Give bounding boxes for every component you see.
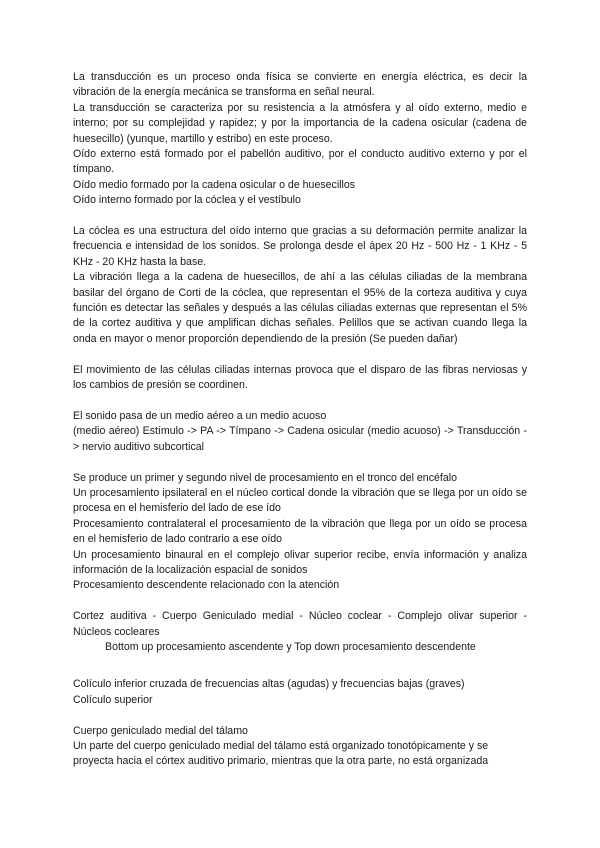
paragraph-via-auditiva: Cortez auditiva - Cuerpo Geniculado medial - Núcleo coclear - Complejo olivar superior - Núcleos cocleares <box>73 610 527 638</box>
paragraph-celulas-ciliadas: El movimiento de las células ciliadas internas provoca que el disparo de las fibras nerviosas y los cambios de presión se coordinen. <box>73 363 527 392</box>
paragraph-ipsilateral: Un procesamiento ipsilateral en el núcleo cortical donde la vibración que se llega por un oído se procesa en el hemisferio del lado de ese ído <box>73 486 527 515</box>
document-body <box>73 70 527 770</box>
paragraph-coliculo-inferior: Colículo inferior cruzada de frecuencias altas (agudas) y frecuencias bajas (graves) <box>73 678 465 691</box>
paragraph-vibracion: La vibración llega a la cadena de huesecillos, de ahí a las células ciliadas de la membrana basilar del órgano de Corti de la cóclea, que representan el 95% de la corteza auditiva y cuya función es detectar las señales y después a las células ciliadas externas que representan el 5% de la cortez auditiva y que amplifican dichas señales. Pelillos que se activan cuando llega la onda en mayor o menor proporción dependiendo de la presión (Se pueden dañar) <box>73 271 527 345</box>
paragraph-cuerpo-geniculado: Un parte del cuerpo geniculado medial del tálamo está organizado tonotópicamente y se proyecta hacia el córtex auditivo primario, mientras que la otra parte, no está organizada <box>73 739 489 768</box>
paragraph-oido-medio: Oído medio formado por la cadena osicular o de huesecillos <box>73 178 356 191</box>
paragraph-descendente: Procesamiento descendente relacionado con la atención <box>73 579 340 592</box>
paragraph-sonido-medio: El sonido pasa de un medio aéreo a un medio acuoso <box>73 409 327 422</box>
spacer <box>73 455 527 470</box>
paragraph-binaural: Un procesamiento binaural en el complejo olivar superior recibe, envía información y analiza información de la localización espacial de sonidos <box>73 548 527 576</box>
spacer <box>73 708 527 723</box>
paragraph-transduccion-caracteristicas: La transducción se caracteriza por su resistencia a la atmósfera y al oído externo, medio e interno; por su complejidad y rapidez; y por la importancia de la cadena osicular (cadena de huesecillo) (yunque, martillo y estribo) en este proceso. <box>73 101 527 145</box>
paragraph-coliculo-superior: Colículo superior <box>73 693 153 706</box>
paragraph-cuerpo-geniculado-titulo: Cuerpo geniculado medial del tálamo <box>73 724 248 737</box>
paragraph-niveles-procesamiento: Se produce un primer y segundo nivel de procesamiento en el tronco del encéfalo <box>73 471 457 484</box>
paragraph-coclea: La cóclea es una estructura del oído interno que gracias a su deformación permite analizar la frecuencia e intensidad de los sonidos. Se prolonga desde el ápex 20 Hz - 500 Hz - 1 KHz - 5 KHz - 20 KHz hasta la base. <box>73 225 527 268</box>
spacer <box>73 394 527 409</box>
spacer <box>73 209 527 224</box>
paragraph-cadena-estimulo: (medio aéreo) Estímulo -> PA -> Tímpano -> Cadena osicular (medio acuoso) -> Transducción -> nervio auditivo subcortical <box>73 425 527 453</box>
paragraph-oido-interno: Oído interno formado por la cóclea y el vestíbulo <box>73 194 301 207</box>
paragraph-contralateral: Procesamiento contralateral el procesamiento de la vibración que llega por un oído se procesa en el hemisferio de lado contrario a ese oído <box>73 517 527 546</box>
paragraph-transduccion-definicion: La transducción es un proceso onda física se convierte en energía eléctrica, es decir la vibración de la energía mecánica se transforma en señal neural. <box>73 71 527 99</box>
spacer <box>73 655 527 677</box>
paragraph-bottom-up-top-down: Bottom up procesamiento ascendente y Top down procesamiento descendente <box>105 640 476 653</box>
paragraph-oido-externo: Oído externo está formado por el pabellón auditivo, por el conducto auditivo externo y por el tímpano. <box>73 148 527 176</box>
spacer <box>73 347 527 362</box>
spacer <box>73 594 527 609</box>
